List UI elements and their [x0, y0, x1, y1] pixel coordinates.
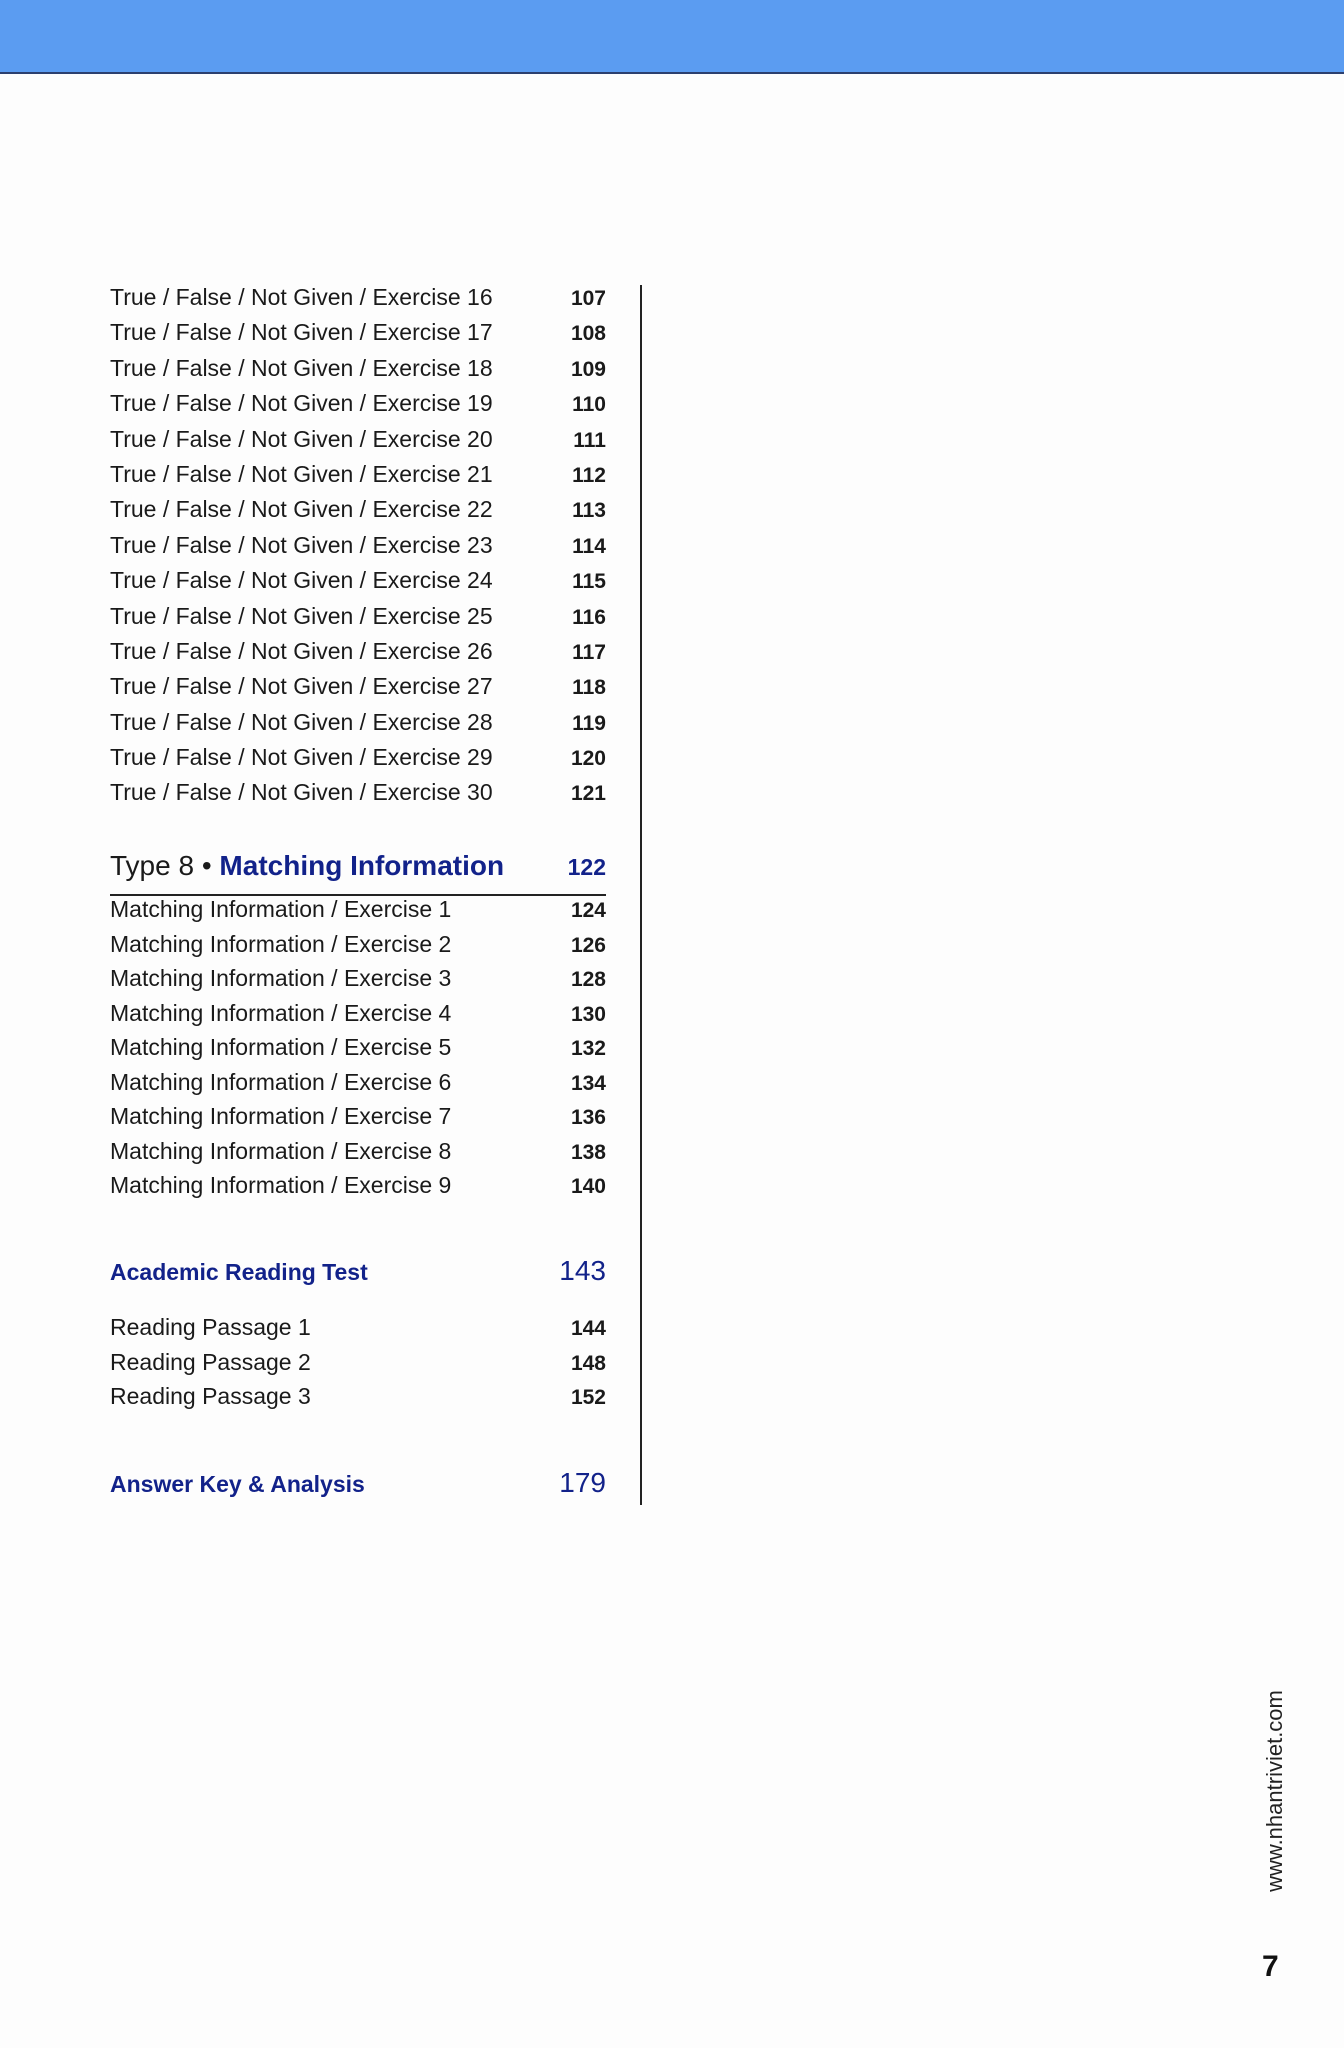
toc-entry[interactable]	[110, 1103, 606, 1138]
toc-entry-page: 124	[570, 899, 606, 922]
toc-entry-page: 138	[570, 1140, 606, 1164]
mi-entries	[110, 896, 606, 1207]
toc-entry-label: Reading Passage 3	[110, 1383, 311, 1410]
toc-entry[interactable]	[110, 1383, 606, 1418]
answer-key-title: Answer Key & Analysis	[110, 1471, 365, 1497]
toc-entry-label: True / False / Not Given / Exercise 17	[110, 319, 493, 346]
toc-entry-page: 140	[570, 1175, 606, 1198]
toc-entry-label: Matching Information / Exercise 3	[110, 965, 452, 991]
toc-entry[interactable]	[110, 496, 606, 531]
toc-entry[interactable]	[110, 965, 606, 1000]
toc-entry[interactable]	[110, 673, 606, 708]
toc-entry[interactable]	[110, 1172, 606, 1207]
toc-entry-page: 128	[570, 968, 606, 991]
academic-title: Academic Reading Test	[110, 1259, 368, 1285]
toc-entry-label: True / False / Not Given / Exercise 29	[110, 744, 493, 771]
toc-entry-label: True / False / Not Given / Exercise 16	[110, 284, 493, 310]
answer-key-page: 179	[559, 1467, 606, 1498]
toc-entry[interactable]	[110, 744, 606, 779]
toc-entry-page: 134	[570, 1071, 606, 1095]
toc-entry-label: True / False / Not Given / Exercise 26	[110, 637, 493, 664]
toc-entry-page: 116	[572, 605, 606, 629]
toc-entry-page: 111	[573, 428, 606, 452]
toc-entry[interactable]	[110, 284, 606, 319]
toc-entry-label: Reading Passage 2	[110, 1348, 311, 1375]
tf-entries	[110, 284, 606, 815]
toc-entry-label: True / False / Not Given / Exercise 23	[110, 531, 493, 558]
toc-entry-page: 130	[570, 1002, 606, 1026]
toc-entry-page: 136	[570, 1106, 606, 1129]
page-number: 7	[1262, 1950, 1279, 1983]
toc-entry-label: Matching Information / Exercise 1	[110, 896, 452, 922]
toc-entry[interactable]	[110, 638, 606, 673]
toc-entry-page: 114	[572, 534, 606, 558]
toc-entry-label: True / False / Not Given / Exercise 22	[110, 496, 493, 523]
type8-heading[interactable]	[110, 850, 606, 896]
toc-entry-page: 121	[570, 782, 606, 806]
toc-entry-label: Matching Information / Exercise 4	[110, 999, 452, 1026]
type8-title: Matching Information	[219, 850, 505, 881]
academic-reading-test-heading[interactable]	[110, 1255, 606, 1287]
toc-entry-label: True / False / Not Given / Exercise 24	[110, 567, 493, 594]
toc-entry-page: 107	[570, 287, 606, 310]
toc-entry-label: Matching Information / Exercise 5	[110, 1034, 452, 1060]
toc-entry-page: 120	[570, 747, 606, 771]
toc-entry[interactable]	[110, 1034, 606, 1069]
toc-entry-label: Matching Information / Exercise 6	[110, 1068, 452, 1095]
toc-entry-page: 126	[570, 933, 606, 957]
toc-entry[interactable]	[110, 319, 606, 354]
website-url: www.nhantriviet.com	[1262, 1690, 1287, 1892]
toc-entry-page: 119	[572, 711, 606, 735]
toc-entry-label: True / False / Not Given / Exercise 27	[110, 673, 493, 700]
toc-entry[interactable]	[110, 567, 606, 602]
passage-entries	[110, 1314, 606, 1418]
type8-page: 122	[567, 854, 606, 880]
toc-entry-label: True / False / Not Given / Exercise 28	[110, 708, 493, 735]
toc-entry-page: 148	[570, 1351, 606, 1375]
toc-entry-label: Reading Passage 1	[110, 1314, 311, 1340]
toc-entry-page: 117	[572, 640, 606, 664]
toc-entry-label: True / False / Not Given / Exercise 19	[110, 390, 493, 417]
answer-key-heading[interactable]	[110, 1467, 606, 1499]
toc-entry[interactable]	[110, 390, 606, 425]
toc-entry-label: True / False / Not Given / Exercise 20	[110, 425, 493, 452]
toc-entry-label: Matching Information / Exercise 2	[110, 930, 452, 957]
column-divider	[640, 285, 642, 1505]
toc-entry[interactable]	[110, 426, 606, 461]
toc-entry-page: 115	[572, 570, 606, 594]
type8-prefix: Type 8 •	[110, 850, 220, 881]
toc-entry-label: True / False / Not Given / Exercise 18	[110, 354, 493, 381]
toc-entry[interactable]	[110, 779, 606, 814]
toc-entry[interactable]	[110, 896, 606, 931]
top-color-band	[0, 0, 1344, 74]
toc-entry-label: True / False / Not Given / Exercise 30	[110, 779, 493, 806]
toc-entry-page: 152	[570, 1386, 606, 1410]
toc-entry[interactable]	[110, 355, 606, 390]
toc-entry[interactable]	[110, 709, 606, 744]
toc-entry[interactable]	[110, 1138, 606, 1173]
toc-entry-page: 132	[570, 1037, 606, 1060]
toc-entry[interactable]	[110, 931, 606, 966]
academic-page: 143	[559, 1255, 606, 1286]
toc-entry[interactable]	[110, 461, 606, 496]
toc-entry[interactable]	[110, 1314, 606, 1349]
toc-entry-label: Matching Information / Exercise 9	[110, 1172, 452, 1198]
toc-entry-page: 109	[570, 357, 606, 381]
toc-entry[interactable]	[110, 532, 606, 567]
toc-entry-label: True / False / Not Given / Exercise 25	[110, 602, 493, 629]
toc-entry-label: True / False / Not Given / Exercise 21	[110, 460, 493, 487]
toc-entry-page: 108	[570, 322, 606, 346]
toc-entry[interactable]	[110, 1349, 606, 1384]
toc-entry-page: 118	[572, 676, 606, 700]
toc-entry-page: 113	[572, 499, 606, 523]
toc-entry-page: 144	[570, 1317, 606, 1340]
toc-entry-label: Matching Information / Exercise 7	[110, 1103, 452, 1129]
toc-entry[interactable]	[110, 1000, 606, 1035]
toc-entry-label: Matching Information / Exercise 8	[110, 1137, 452, 1164]
toc-entry-page: 110	[572, 393, 606, 417]
toc-entry[interactable]	[110, 1069, 606, 1104]
toc-entry-page: 112	[572, 463, 606, 487]
toc-entry[interactable]	[110, 603, 606, 638]
